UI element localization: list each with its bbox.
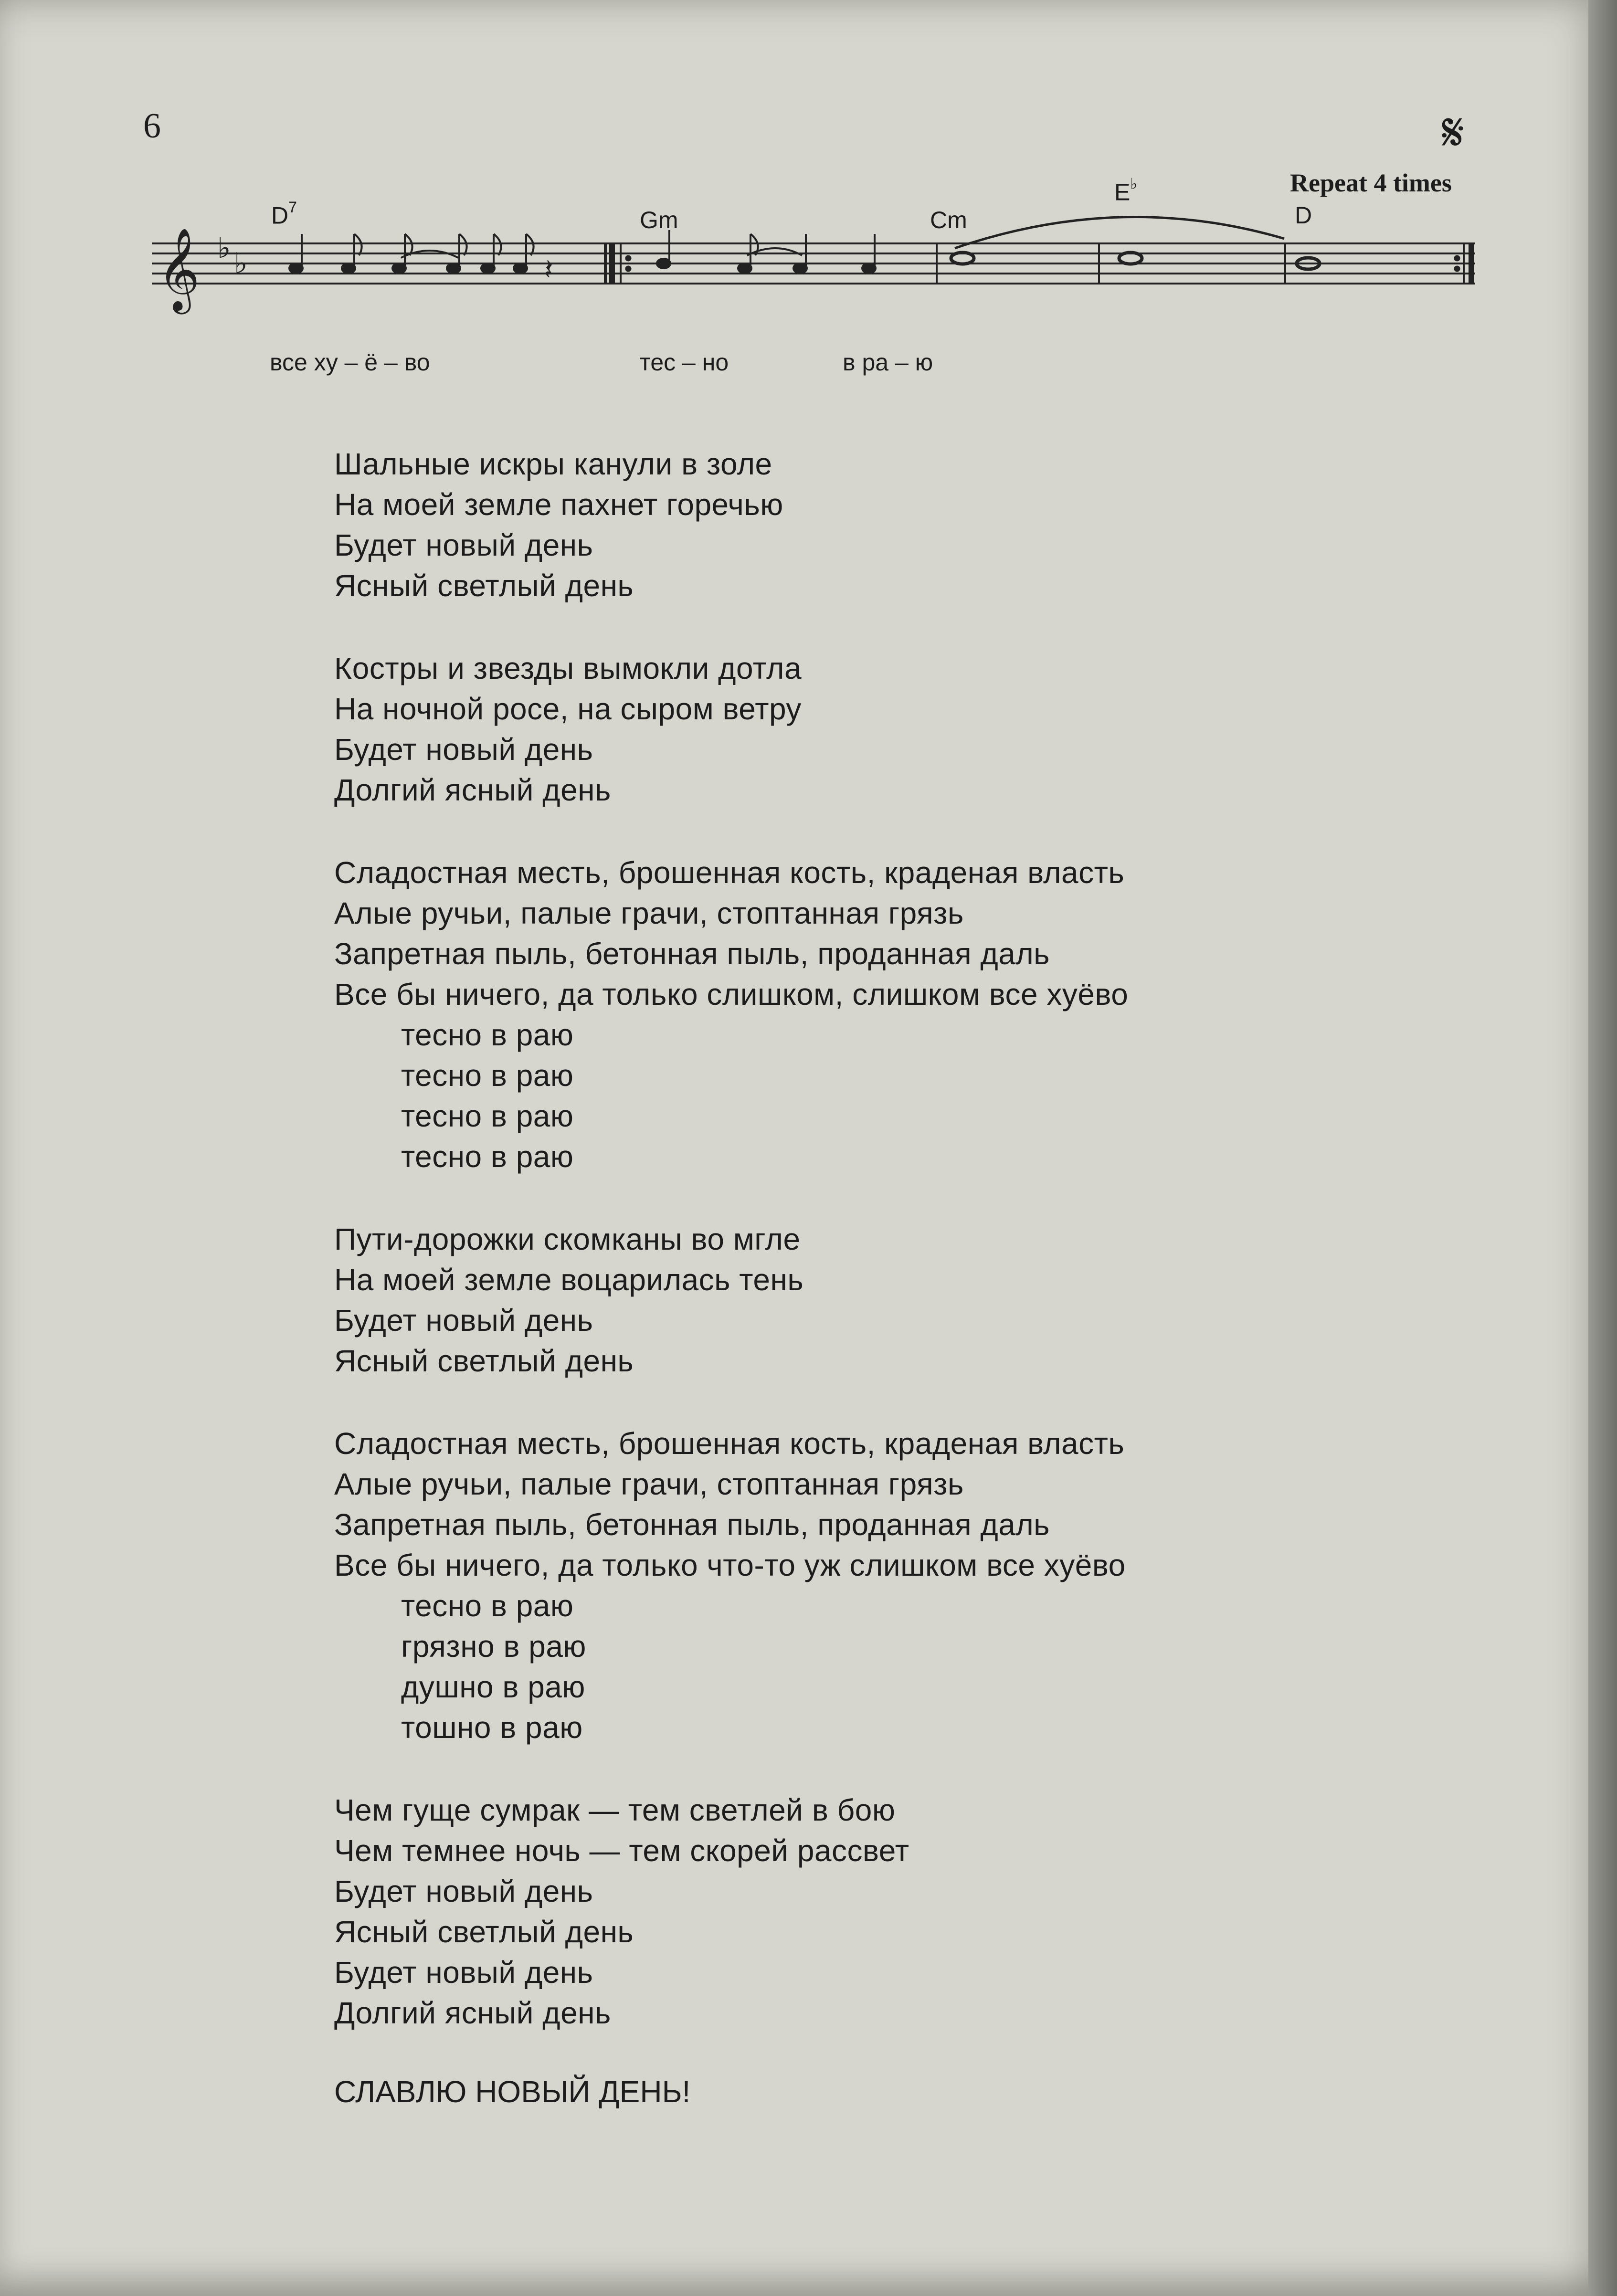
segno-icon: 𝄋	[1442, 102, 1465, 163]
flat-icon: ♭	[217, 232, 231, 265]
lyric-line: Запретная пыль, бетонная пыль, проданная даль	[334, 937, 1050, 971]
chord-d: D	[1295, 202, 1312, 229]
lyric-line: Все бы ничего, да только слишком, слишком все хуёво	[334, 977, 1129, 1011]
notation-lyrics-m1: все ху – ё – во	[270, 349, 430, 376]
stanza	[334, 1219, 1432, 1381]
refrain-line: тошно в раю	[401, 1710, 583, 1745]
refrain-line: тесно в раю	[401, 1018, 574, 1052]
lyric-line: Будет новый день	[334, 528, 593, 562]
stanza	[334, 1790, 1432, 2033]
song-lyrics	[334, 444, 1432, 2112]
refrain-line: тесно в раю	[401, 1139, 574, 1174]
stanza	[334, 853, 1432, 1177]
chord-cm: Cm	[930, 207, 967, 233]
lyric-line: На ночной росе, на сыром ветру	[334, 692, 802, 726]
chord-d7: $D^7$	[271, 199, 297, 229]
page-number: 6	[143, 106, 161, 146]
stanza	[334, 1423, 1432, 1748]
lyric-line: Чем темнее ночь — тем скорей рассвет	[334, 1833, 909, 1868]
lyric-line: Костры и звезды вымокли дотла	[334, 651, 802, 685]
lyric-line: Сладостная месть, брошенная кость, краденая власть	[334, 1426, 1125, 1461]
lyric-line: На моей земле пахнет горечью	[334, 487, 783, 522]
notation-lyrics-m3: в ра – ю	[843, 349, 933, 376]
lyric-line: Сладостная месть, брошенная кость, краденая власть	[334, 855, 1125, 890]
lyric-line: На моей земле воцарилась тень	[334, 1263, 804, 1297]
rest-icon: 𝄽	[544, 253, 553, 286]
chord-gm: Gm	[640, 207, 678, 233]
treble-clef-icon: 𝄞	[158, 228, 200, 311]
refrain-line: грязно в раю	[401, 1629, 586, 1664]
refrain-line: тесно в раю	[401, 1058, 574, 1093]
lyric-line: Все бы ничего, да только что-то уж слишком все хуёво	[334, 1548, 1126, 1582]
stanza	[334, 648, 1432, 811]
lyric-line: Ясный светлый день	[334, 569, 634, 603]
lyric-line: Будет новый день	[334, 1303, 593, 1338]
lyric-line: Ясный светлый день	[334, 1344, 634, 1378]
chord-eb: E♭	[1114, 175, 1138, 206]
lyric-line: Шальные искры канули в золе	[334, 447, 772, 481]
lyric-line: Алые ручьи, палые грачи, стоптанная грязь	[334, 896, 964, 930]
lyric-line: Запретная пыль, бетонная пыль, проданная даль	[334, 1507, 1050, 1542]
finale-line: СЛАВЛЮ НОВЫЙ ДЕНЬ!	[334, 2075, 691, 2109]
flat-icon: ♭	[234, 247, 248, 280]
lyric-line: Будет новый день	[334, 1874, 593, 1908]
notation-lyrics-m2: тес – но	[640, 349, 729, 376]
lyric-line: Алые ручьи, палые грачи, стоптанная грязь	[334, 1467, 964, 1501]
lyric-line: Будет новый день	[334, 732, 593, 767]
lyric-line: Пути-дорожки скомканы во мгле	[334, 1222, 801, 1256]
lyric-line: Чем гуще сумрак — тем светлей в бою	[334, 1793, 896, 1827]
measure-2-notes	[657, 230, 876, 273]
lyric-line: Долгий ясный день	[334, 773, 611, 807]
music-staff	[0, 0, 1617, 382]
stanza	[334, 444, 1432, 606]
refrain-line: тесно в раю	[401, 1589, 574, 1623]
refrain-line: тесно в раю	[401, 1099, 574, 1133]
refrain-line: душно в раю	[401, 1670, 585, 1704]
lyric-line: Ясный светлый день	[334, 1915, 634, 1949]
lyric-line: Долгий ясный день	[334, 1996, 611, 2030]
lyric-line: Будет новый день	[334, 1955, 593, 1990]
repeat-instruction: Repeat 4 times	[1290, 169, 1452, 197]
